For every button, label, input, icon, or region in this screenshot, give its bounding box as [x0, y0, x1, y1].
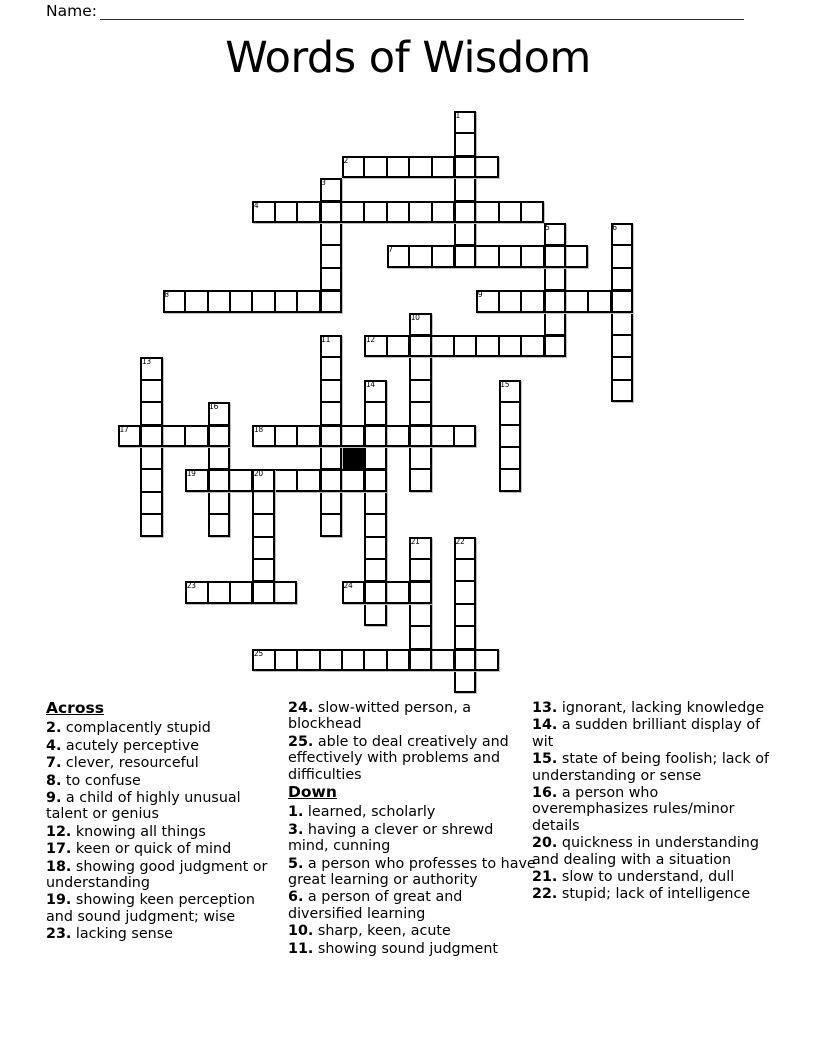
grid-cell[interactable] [275, 469, 297, 491]
grid-cell[interactable] [454, 671, 476, 693]
grid-cell[interactable] [476, 335, 498, 357]
cell-number: 13 [141, 357, 151, 367]
grid-cell[interactable] [185, 425, 207, 447]
grid-cell[interactable] [320, 380, 342, 402]
grid-cell[interactable] [320, 514, 342, 536]
grid-cell[interactable] [364, 492, 386, 514]
grid-cell[interactable] [387, 649, 409, 671]
grid-cell[interactable] [364, 537, 386, 559]
cell-number: 1 [455, 111, 460, 120]
clue-across-19: 19. showing keen perception and sound judgment; wise [46, 892, 255, 925]
clue-across-23: 23. lacking sense [46, 926, 173, 943]
grid-cell[interactable] [320, 649, 342, 671]
grid-cell[interactable] [387, 201, 409, 223]
grid-cell[interactable] [409, 559, 431, 581]
clue-across-9: 9. a child of highly unusual talent or genius [46, 790, 241, 823]
page-title: Words of Wisdom [225, 33, 591, 83]
name-fill-line[interactable] [100, 19, 744, 20]
clue-down-10: 10. sharp, keen, acute [288, 923, 451, 940]
grid-cell[interactable] [611, 357, 633, 379]
grid-cell[interactable] [342, 201, 364, 223]
clue-number: 12. [46, 823, 72, 840]
clue-number: 11. [288, 940, 314, 957]
grid-cell[interactable] [409, 335, 431, 357]
grid-cell[interactable] [140, 402, 162, 424]
grid-cell[interactable] [409, 201, 431, 223]
clue-number: 18. [46, 858, 72, 875]
cell-number: 17 [119, 424, 129, 434]
cell-number: 22 [455, 536, 465, 546]
cell-number: 21 [410, 536, 420, 546]
clue-number: 5. [288, 855, 304, 872]
grid-cell[interactable] [252, 492, 274, 514]
grid-cell[interactable] [364, 156, 386, 178]
clue-number: 21. [532, 869, 558, 886]
grid-cell[interactable] [320, 290, 342, 312]
grid-cell[interactable] [521, 335, 543, 357]
grid-cell[interactable] [275, 649, 297, 671]
cell-number: 14 [365, 379, 375, 389]
grid-cell[interactable] [454, 133, 476, 155]
grid-cell[interactable] [140, 380, 162, 402]
clue-number: 7. [46, 755, 62, 772]
clue-number: 16. [532, 785, 558, 802]
grid-cell[interactable] [409, 649, 431, 671]
down-heading: Down [288, 783, 337, 802]
cell-number: 3 [321, 178, 326, 188]
clue-number: 14. [532, 717, 558, 734]
clue-number: 10. [288, 923, 314, 940]
clue-across-8: 8. to confuse [46, 772, 141, 789]
grid-cell[interactable] [387, 581, 409, 603]
grid-cell[interactable] [364, 559, 386, 581]
grid-cell[interactable] [432, 649, 454, 671]
clue-across-17: 17. keen or quick of mind [46, 841, 232, 858]
grid-cell[interactable] [611, 313, 633, 335]
grid-cell[interactable] [611, 380, 633, 402]
grid-cell[interactable] [320, 447, 342, 469]
grid-cell[interactable] [252, 290, 274, 312]
clue-across-24: 24. slow-witted person, a blockhead [288, 700, 472, 733]
grid-cell[interactable] [409, 402, 431, 424]
grid-cell[interactable] [297, 201, 319, 223]
grid-cell[interactable] [364, 581, 386, 603]
cell-number: 11 [321, 335, 331, 344]
cell-number: 19 [186, 469, 196, 479]
clue-down-6: 6. a person of great and diversified learning [288, 889, 463, 922]
crossword-grid[interactable] [118, 111, 633, 693]
grid-cell[interactable] [364, 649, 386, 671]
grid-cell[interactable] [320, 425, 342, 447]
clue-across-4: 4. acutely perceptive [46, 737, 199, 754]
cell-number: 6 [612, 223, 617, 232]
grid-cell[interactable] [320, 245, 342, 267]
clue-across-7: 7. clever, resourceful [46, 755, 199, 772]
clue-down-5: 5. a person who professes to have great learning or authority [288, 855, 536, 889]
cell-number: 9 [477, 290, 483, 300]
grid-cell[interactable] [320, 268, 342, 290]
name-label: Name: [46, 2, 97, 20]
grid-cell[interactable] [364, 604, 386, 626]
cell-number: 23 [186, 581, 196, 591]
grid-cell[interactable] [454, 649, 476, 671]
grid-cell[interactable] [297, 425, 319, 447]
grid-cell[interactable] [544, 290, 566, 312]
cell-number: 12 [365, 335, 375, 344]
clue-across-25: 25. able to deal creatively and effectively with problems and difficulties [288, 733, 509, 783]
cell-number: 4 [253, 200, 259, 210]
clue-down-11: 11. showing sound judgment [288, 940, 498, 957]
grid-cell[interactable] [320, 402, 342, 424]
grid-cell[interactable] [342, 425, 364, 447]
grid-cell[interactable] [320, 469, 342, 491]
grid-cell[interactable] [544, 313, 566, 335]
grid-cell[interactable] [499, 402, 521, 424]
grid-cell[interactable] [566, 290, 588, 312]
grid-cell[interactable] [432, 425, 454, 447]
grid-cell[interactable] [185, 290, 207, 312]
cell-number: 10 [410, 312, 420, 322]
grid-cell[interactable] [252, 581, 274, 603]
clue-down-13: 13. ignorant, lacking knowledge [532, 700, 765, 716]
grid-cell[interactable] [454, 581, 476, 603]
clue-down-16: 16. a person who overemphasizes rules/minor details [532, 785, 735, 834]
grid-cell[interactable] [208, 290, 230, 312]
grid-cell[interactable] [454, 604, 476, 626]
clue-number: 24. [288, 700, 314, 716]
grid-cell[interactable] [364, 402, 386, 424]
grid-cell[interactable] [297, 649, 319, 671]
grid-cell[interactable] [588, 290, 610, 312]
cell-number: 7 [388, 245, 393, 255]
grid-cell[interactable] [409, 156, 431, 178]
grid-cell[interactable] [432, 156, 454, 178]
grid-cell[interactable] [611, 290, 633, 312]
grid-cell[interactable] [140, 469, 162, 491]
grid-cell[interactable] [611, 268, 633, 290]
grid-cell[interactable] [140, 492, 162, 514]
clue-across-2: 2. complacently stupid [46, 720, 211, 737]
grid-cell[interactable] [275, 425, 297, 447]
grid-cell[interactable] [454, 223, 476, 245]
grid-cell[interactable] [611, 245, 633, 267]
clue-down-3: 3. having a clever or shrewd mind, cunning [288, 821, 494, 855]
clue-down-1: 1. learned, scholarly [288, 804, 436, 821]
grid-cell[interactable] [454, 425, 476, 447]
grid-cell[interactable] [140, 514, 162, 536]
grid-cell[interactable] [499, 335, 521, 357]
clue-number: 1. [288, 804, 304, 821]
grid-cell[interactable] [252, 537, 274, 559]
grid-cell[interactable] [499, 290, 521, 312]
clue-column-down [532, 700, 770, 904]
clue-number: 8. [46, 772, 62, 789]
grid-cell[interactable] [230, 581, 252, 603]
clue-across-18: 18. showing good judgment or understanding [46, 858, 268, 892]
clue-number: 9. [46, 790, 62, 807]
grid-cell[interactable] [566, 245, 588, 267]
grid-cell[interactable] [454, 626, 476, 648]
grid-cell[interactable] [611, 335, 633, 357]
grid-cell[interactable] [454, 156, 476, 178]
grid-cell[interactable] [544, 335, 566, 357]
grid-cell[interactable] [275, 290, 297, 312]
grid-cell[interactable] [454, 335, 476, 357]
grid-cell[interactable] [252, 514, 274, 536]
grid-cell[interactable] [432, 201, 454, 223]
clue-number: 4. [46, 737, 62, 754]
grid-cell[interactable] [387, 156, 409, 178]
clue-across-12: 12. knowing all things [46, 823, 206, 840]
grid-cell[interactable] [476, 245, 498, 267]
across-heading: Across [46, 699, 104, 717]
grid-cell[interactable] [499, 425, 521, 447]
grid-cell[interactable] [499, 469, 521, 491]
cell-number: 24 [343, 581, 353, 591]
grid-cell[interactable] [476, 649, 498, 671]
cell-number: 16 [209, 402, 219, 412]
clue-down-22: 22. stupid; lack of intelligence [532, 886, 751, 903]
grid-cell[interactable] [342, 649, 364, 671]
clue-number: 6. [288, 889, 304, 906]
grid-cell[interactable] [320, 492, 342, 514]
grid-cell[interactable] [320, 223, 342, 245]
grid-cell[interactable] [521, 201, 543, 223]
grid-cell[interactable] [342, 469, 364, 491]
grid-cell[interactable] [499, 447, 521, 469]
grid-cell[interactable] [409, 604, 431, 626]
clue-number: 17. [46, 841, 72, 858]
grid-cell[interactable] [409, 245, 431, 267]
cell-number: 2 [343, 155, 348, 165]
clue-column-across [46, 700, 280, 944]
grid-cell[interactable] [476, 156, 498, 178]
clue-number: 20. [532, 835, 558, 852]
grid-cell[interactable] [208, 425, 230, 447]
clue-down-14: 14. a sudden brilliant display of wit [532, 717, 761, 750]
grid-cell[interactable] [230, 469, 252, 491]
grid-cell[interactable] [320, 357, 342, 379]
grid-cell[interactable] [364, 425, 386, 447]
clue-number: 3. [288, 821, 304, 838]
grid-cell[interactable] [454, 559, 476, 581]
cell-number: 5 [545, 223, 550, 232]
clue-down-20: 20. quickness in understanding and dealing with a situation [532, 835, 759, 868]
grid-cell[interactable] [320, 201, 342, 223]
grid-cell[interactable] [454, 201, 476, 223]
grid-cell[interactable] [364, 514, 386, 536]
grid-cell[interactable] [364, 469, 386, 491]
grid-cell[interactable] [208, 469, 230, 491]
grid-cell[interactable] [208, 514, 230, 536]
cell-number: 8 [164, 290, 169, 300]
grid-cell[interactable] [409, 626, 431, 648]
grid-cell[interactable] [208, 492, 230, 514]
grid-cell[interactable] [230, 290, 252, 312]
grid-cell[interactable] [297, 469, 319, 491]
clue-number: 22. [532, 886, 558, 903]
grid-cell[interactable] [454, 245, 476, 267]
clue-number: 15. [532, 751, 558, 768]
clue-number: 25. [288, 733, 314, 750]
cell-number: 18 [253, 424, 263, 434]
grid-cell[interactable] [409, 469, 431, 491]
grid-cell[interactable] [140, 447, 162, 469]
grid-cell[interactable] [432, 245, 454, 267]
grid-cell[interactable] [140, 425, 162, 447]
grid-cell[interactable] [208, 447, 230, 469]
grid-cell[interactable] [275, 581, 297, 603]
grid-cell[interactable] [409, 380, 431, 402]
grid-cell[interactable] [544, 245, 566, 267]
grid-cell[interactable] [297, 290, 319, 312]
clue-number: 23. [46, 926, 72, 943]
cell-number: 25 [253, 648, 263, 658]
grid-cell[interactable] [409, 357, 431, 379]
grid-cell[interactable] [387, 425, 409, 447]
grid-cell[interactable] [163, 425, 185, 447]
clue-number: 13. [532, 700, 558, 716]
grid-cell[interactable] [275, 201, 297, 223]
grid-cell[interactable] [476, 201, 498, 223]
black-cell [342, 447, 364, 469]
grid-cell[interactable] [409, 425, 431, 447]
cell-number: 15 [500, 379, 510, 389]
grid-cell[interactable] [409, 581, 431, 603]
clue-column-middle [288, 700, 538, 958]
grid-cell[interactable] [364, 201, 386, 223]
clue-down-15: 15. state of being foolish; lack of understanding or sense [532, 751, 770, 784]
cell-number: 20 [253, 469, 263, 479]
grid-cell[interactable] [364, 447, 386, 469]
grid-cell[interactable] [409, 447, 431, 469]
clue-number: 19. [46, 892, 72, 909]
grid-cell[interactable] [208, 581, 230, 603]
grid-cell[interactable] [252, 559, 274, 581]
grid-cell[interactable] [521, 245, 543, 267]
grid-cell[interactable] [454, 178, 476, 200]
grid-cell[interactable] [521, 290, 543, 312]
grid-cell[interactable] [544, 268, 566, 290]
grid-cell[interactable] [499, 201, 521, 223]
grid-cell[interactable] [432, 335, 454, 357]
clue-number: 2. [46, 720, 62, 737]
clue-down-21: 21. slow to understand, dull [532, 869, 735, 886]
grid-cell[interactable] [499, 245, 521, 267]
grid-cell[interactable] [387, 335, 409, 357]
